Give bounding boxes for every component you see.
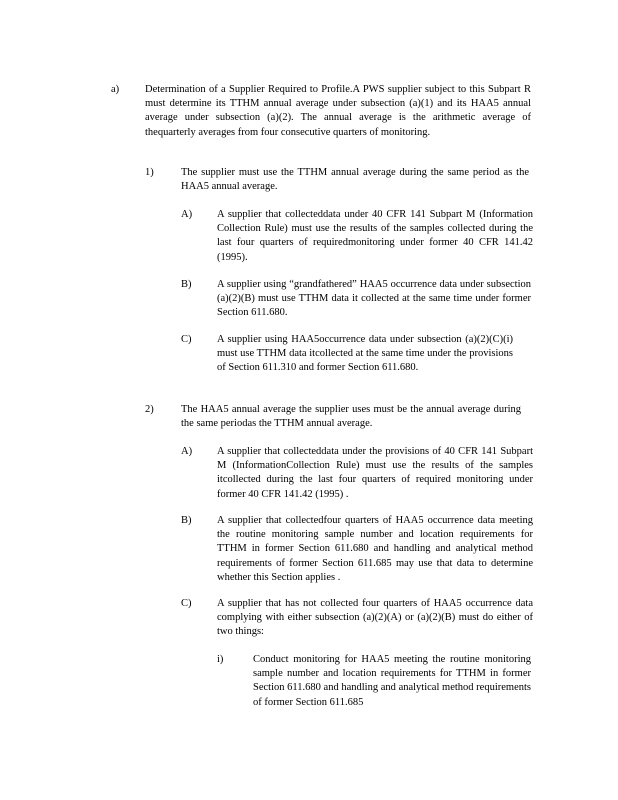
subsection-1b-label: B)	[181, 279, 192, 290]
subsection-2c-text: A supplier that has not collected four quarters of HAA5 occurrence data complying with either subsection (a)(2)(A) or (a)(2)(B) must do either of two things:	[217, 598, 533, 638]
subsection-1-label: 1)	[145, 167, 154, 178]
subsection-2-text: The HAA5 annual average the supplier uses must be the annual average during the same periodas the TTHM annual average.	[181, 404, 521, 430]
subsection-2a-label: A)	[181, 446, 193, 457]
subsection-1a-label: A)	[181, 209, 193, 220]
section-a-label: a)	[111, 84, 120, 95]
subsection-2-label: 2)	[145, 404, 154, 415]
subsection-2a-text: A supplier that collecteddata under the provisions of 40 CFR 141 Subpart M (InformationCollection Rule) must use the results of the samples itcollected during the last four quarters of required monitoring under former 40 CFR 141.42 (1995) .	[217, 446, 533, 500]
subsection-2ci-label: i)	[217, 654, 224, 665]
subsection-2b-text: A supplier that collectedfour quarters of HAA5 occurrence data meeting the routine monitoring sample number and location requirements for TTHM in former Section 611.680 and handling and analytical method requirements of former Section 611.685 may use that data to determine whether this Section applies .	[217, 515, 533, 583]
subsection-2ci-text: Conduct monitoring for HAA5 meeting the routine monitoring sample number and location requirements for TTHM in former Section 611.680 and handling and analytical method requirements of former Section 611.685	[253, 654, 531, 708]
subsection-2b-label: B)	[181, 515, 192, 526]
subsection-2c-label: C)	[181, 598, 192, 609]
subsection-1-text: The supplier must use the TTHM annual average during the same period as the HAA5 annual average.	[181, 167, 529, 193]
subsection-1c-text: A supplier using HAA5occurrence data under subsection (a)(2)(C)(i) must use TTHM data itcollected at the same time under the provisions of Section 611.310 and former Section 611.680.	[217, 334, 513, 374]
subsection-1c-label: C)	[181, 334, 192, 345]
subsection-1a-text: A supplier that collecteddata under 40 CFR 141 Subpart M (Information Collection Rule) must use the results of the samples collected during the last four quarters of requiredmonitoring under former 40 CFR 141.42 (1995).	[217, 209, 533, 263]
section-a-text: Determination of a Supplier Required to Profile.A PWS supplier subject to this Subpart R must determine its TTHM annual average under subsection (a)(1) and its HAA5 annual average under subsection (a)(2). The annual average is the arithmetic average of thequarterly averages from four consecutive quarters of monitoring.	[145, 84, 531, 138]
subsection-1b-text: A supplier using “grandfathered” HAA5 occurrence data under subsection (a)(2)(B) must use TTHM data it collected at the same time under former Section 611.680.	[217, 279, 531, 319]
